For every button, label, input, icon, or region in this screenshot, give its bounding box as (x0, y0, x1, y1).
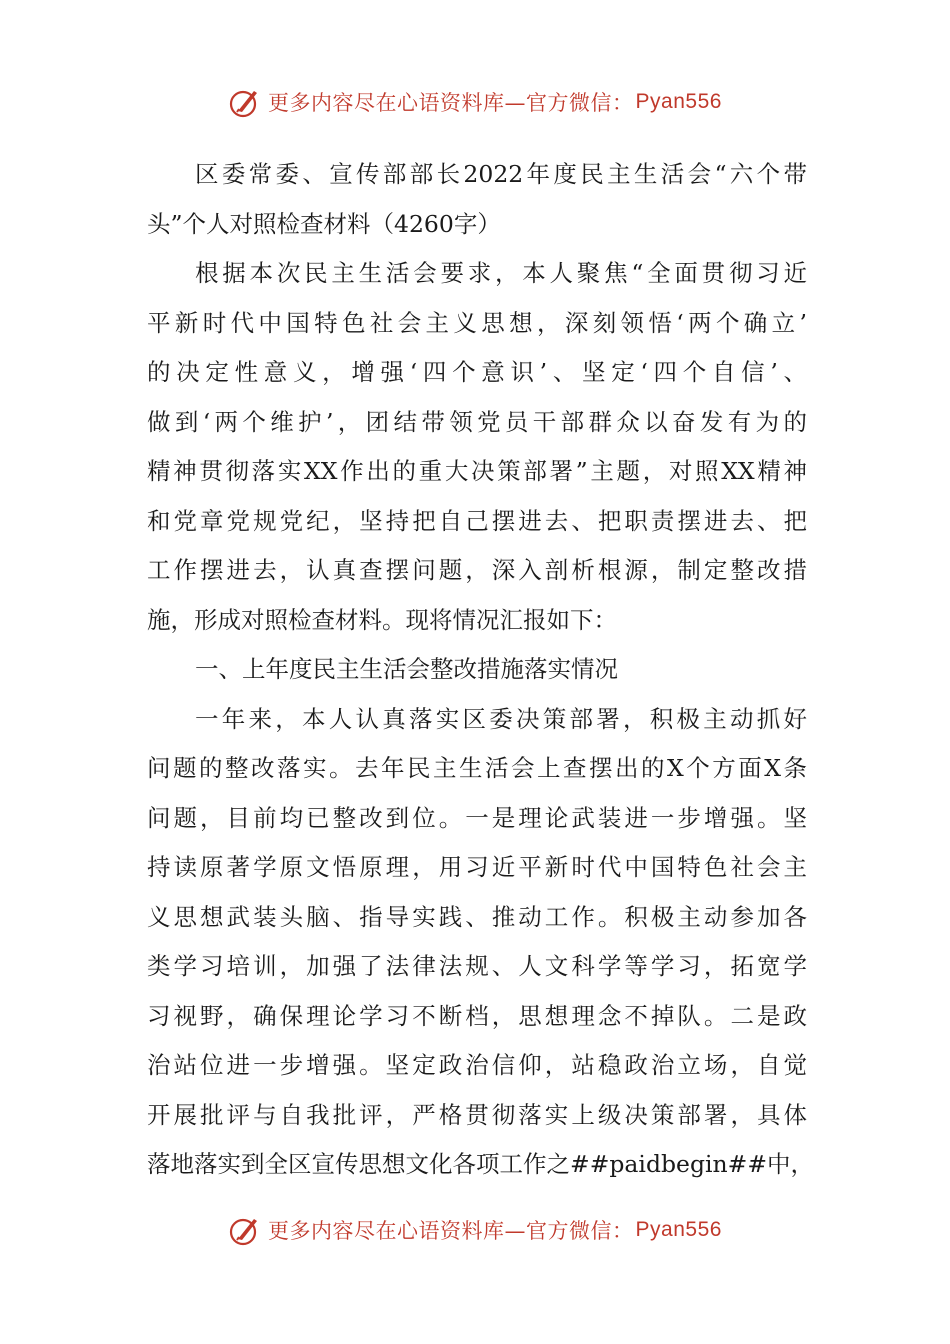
paragraph-2-line: 问题的整改落实。去年民主生活会上查摆出的X个方面X条 (147, 754, 807, 782)
paragraph-2-line: 落地落实到全区宣传思想文化各项工作之##paidbegin##中， (147, 1150, 815, 1178)
watermark-text: 更多内容尽在心语资料库—官方微信： (268, 91, 634, 115)
paragraph-1-line: 根据本次民主生活会要求，本人聚焦“全面贯彻习近 (195, 259, 807, 287)
watermark-text: 更多内容尽在心语资料库—官方微信： (268, 1219, 634, 1243)
quill-pen-circle-icon (228, 1213, 262, 1247)
paragraph-1-line: 做到‘两个维护’，团结带领党员干部群众以奋发有为的 (147, 407, 807, 436)
document-title-line-2: 头”个人对照检查材料（4260字） (147, 209, 501, 238)
watermark-wechat-id: Pyan556 (635, 90, 722, 113)
section-1-heading: 一、上年度民主生活会整改措施落实情况 (195, 655, 618, 683)
document-body (147, 150, 815, 1190)
header-watermark (0, 82, 950, 122)
paragraph-2-line: 开展批评与自我批评，严格贯彻落实上级决策部署，具体 (147, 1100, 807, 1129)
watermark-wechat-id: Pyan556 (635, 1218, 722, 1241)
paragraph-1-line: 精神贯彻落实XX作出的重大决策部署”主题，对照XX精神 (147, 457, 807, 485)
paragraph-1-line: 工作摆进去，认真查摆问题，深入剖析根源，制定整改措 (147, 556, 807, 584)
paragraph-2-line: 持读原著学原文悟原理，用习近平新时代中国特色社会主 (147, 853, 807, 881)
paragraph-2-line: 一年来，本人认真落实区委决策部署，积极主动抓好 (195, 704, 807, 733)
paragraph-1-line: 施，形成对照检查材料。现将情况汇报如下： (147, 605, 617, 634)
paragraph-1-line: 平新时代中国特色社会主义思想，深刻领悟‘两个确立’ (147, 308, 807, 337)
document-title-line-1: 区委常委、宣传部部长2022年度民主生活会“六个带 (195, 160, 807, 188)
paragraph-2-line: 治站位进一步增强。坚定政治信仰，站稳政治立场，自觉 (147, 1051, 807, 1079)
paragraph-2-line: 类学习培训，加强了法律法规、人文科学等学习，拓宽学 (147, 952, 807, 980)
quill-pen-circle-icon (228, 85, 262, 119)
paragraph-2-line: 问题，目前均已整改到位。一是理论武装进一步增强。坚 (147, 803, 807, 832)
paragraph-1-line: 和党章党规党纪，坚持把自己摆进去、把职责摆进去、把 (147, 506, 807, 535)
paragraph-2-line: 义思想武装头脑、指导实践、推动工作。积极主动参加各 (147, 902, 807, 931)
paragraph-1-line: 的决定性意义，增强‘四个意识’、坚定‘四个自信’、 (147, 358, 807, 386)
paragraph-2-line: 习视野，确保理论学习不断档，思想理念不掉队。二是政 (147, 1001, 807, 1030)
footer-watermark (0, 1210, 950, 1250)
